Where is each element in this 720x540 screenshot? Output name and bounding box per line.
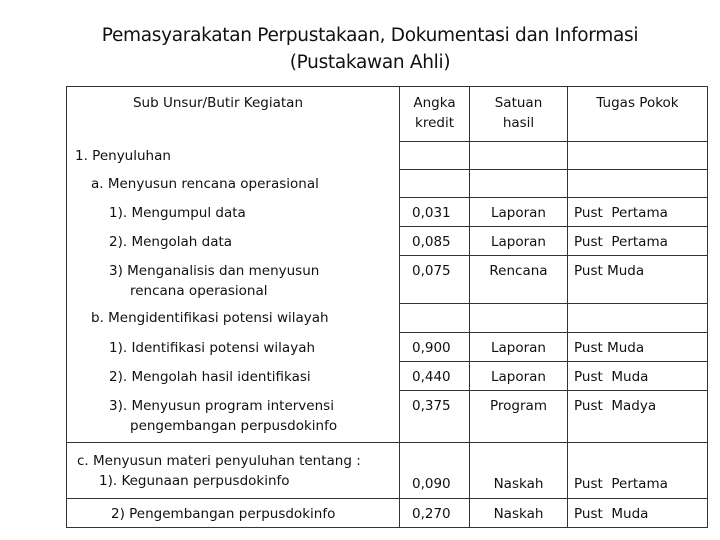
satuan-cell: Program: [470, 391, 568, 443]
kegiatan-table: [66, 86, 708, 528]
table-row: [67, 499, 708, 528]
satuan-cell: Naskah: [470, 499, 568, 528]
table-row: [67, 362, 708, 391]
table-row: [67, 333, 708, 362]
table-row: [67, 256, 708, 304]
kegiatan-cell: 1). Kegunaan perpusdokinfo: [99, 473, 290, 489]
section-penyuluhan: 1. Penyuluhan: [67, 142, 400, 170]
angka-cell: 0,090: [400, 443, 470, 499]
empty-cell: [400, 304, 470, 333]
empty-cell: [400, 142, 470, 170]
satuan-cell: Laporan: [470, 227, 568, 256]
table-header-row: [67, 87, 708, 142]
page-title: [0, 22, 720, 76]
angka-cell: 0,085: [400, 227, 470, 256]
table-row: [67, 227, 708, 256]
empty-cell: [400, 170, 470, 198]
tugas-cell: Pust Pertama: [568, 227, 708, 256]
group-c-label: c. Menyusun materi penyuluhan tentang :: [77, 453, 361, 469]
group-row: [67, 170, 708, 198]
satuan-cell: Rencana: [470, 256, 568, 304]
kegiatan-cell: 1). Identifikasi potensi wilayah: [67, 333, 400, 362]
satuan-cell: Naskah: [470, 443, 568, 499]
satuan-cell: Laporan: [470, 333, 568, 362]
angka-cell: 0,270: [400, 499, 470, 528]
empty-cell: [470, 170, 568, 198]
header-tugas-pokok: Tugas Pokok: [568, 87, 708, 142]
empty-cell: [568, 170, 708, 198]
tugas-cell: Pust Muda: [568, 256, 708, 304]
kegiatan-cell: 3) Menganalisis dan menyusun rencana operasional: [67, 256, 400, 304]
group-row: [67, 304, 708, 333]
tugas-cell: Pust Muda: [568, 362, 708, 391]
empty-cell: [568, 304, 708, 333]
table-row: [67, 391, 708, 443]
table-row: [67, 443, 708, 499]
tugas-cell: Pust Muda: [568, 333, 708, 362]
title-line-2: (Pustakawan Ahli): [289, 52, 451, 73]
kegiatan-cell: 1). Mengumpul data: [67, 198, 400, 227]
angka-cell: 0,375: [400, 391, 470, 443]
group-b-label: b. Mengidentifikasi potensi wilayah: [67, 304, 400, 333]
satuan-cell: Laporan: [470, 362, 568, 391]
tugas-cell: Pust Muda: [568, 499, 708, 528]
satuan-cell: Laporan: [470, 198, 568, 227]
kegiatan-cell: 2) Pengembangan perpusdokinfo: [67, 499, 400, 528]
angka-cell: 0,075: [400, 256, 470, 304]
kegiatan-cell: 3). Menyusun program intervensi pengembangan perpusdokinfo: [67, 391, 400, 443]
tugas-cell: Pust Pertama: [568, 443, 708, 499]
group-c-cell: [67, 443, 400, 499]
angka-cell: 0,900: [400, 333, 470, 362]
title-line-1: Pemasyarakatan Perpustakaan, Dokumentasi dan Informasi: [101, 25, 639, 46]
kegiatan-cell: 2). Mengolah data: [67, 227, 400, 256]
header-sub-unsur: Sub Unsur/Butir Kegiatan: [67, 87, 400, 142]
section-row: [67, 142, 708, 170]
angka-cell: 0,440: [400, 362, 470, 391]
table-row: [67, 198, 708, 227]
tugas-cell: Pust Madya: [568, 391, 708, 443]
header-satuan-hasil: Satuan hasil: [470, 87, 568, 142]
tugas-cell: Pust Pertama: [568, 198, 708, 227]
header-angka-kredit: Angka kredit: [400, 87, 470, 142]
empty-cell: [470, 304, 568, 333]
empty-cell: [470, 142, 568, 170]
angka-cell: 0,031: [400, 198, 470, 227]
kegiatan-cell: 2). Mengolah hasil identifikasi: [67, 362, 400, 391]
empty-cell: [568, 142, 708, 170]
group-a-label: a. Menyusun rencana operasional: [67, 170, 400, 198]
